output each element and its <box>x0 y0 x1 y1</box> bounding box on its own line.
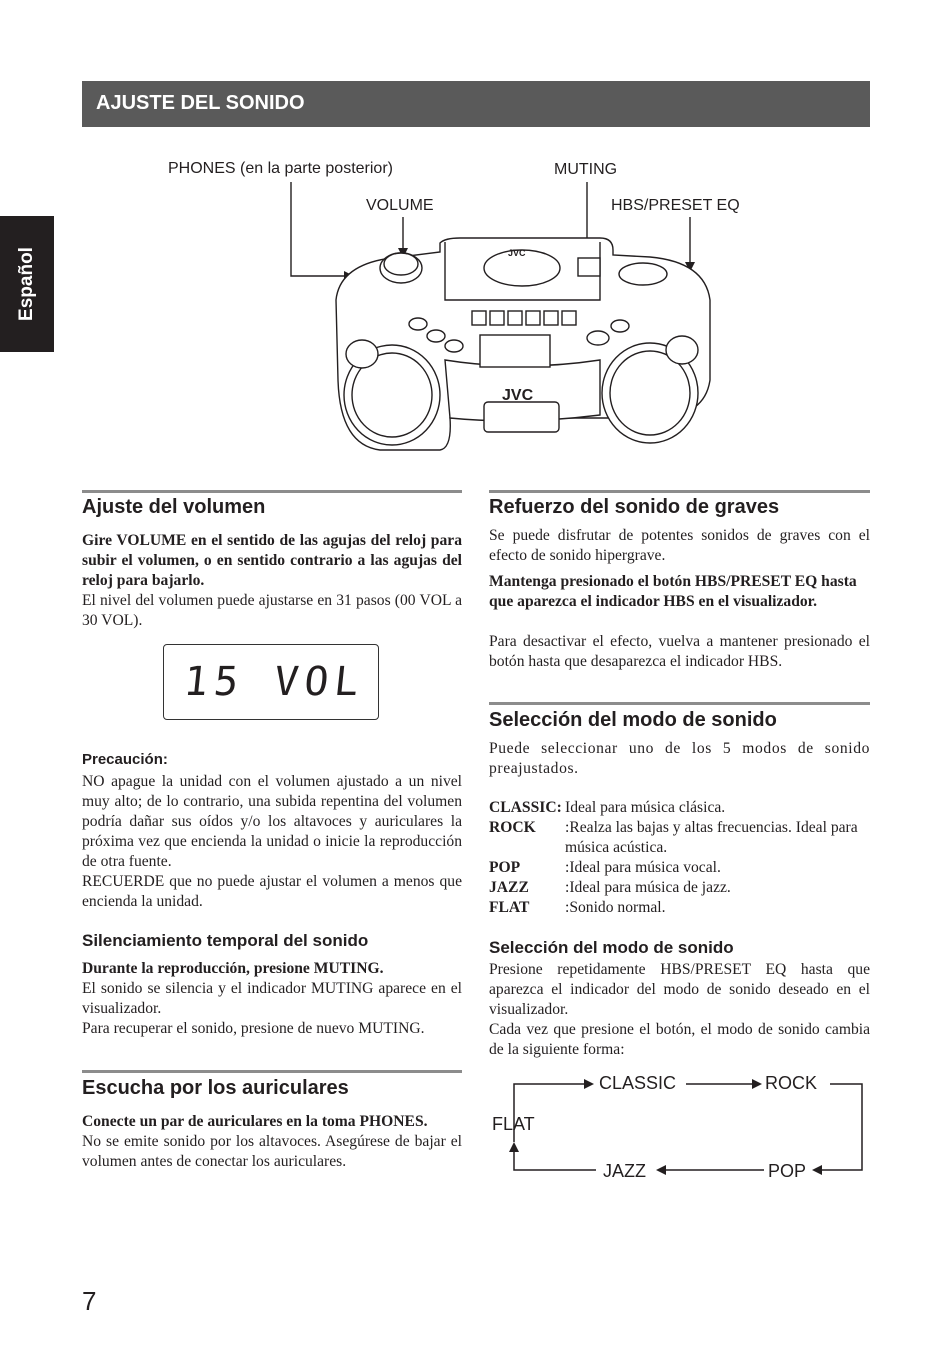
mode-name: JAZZ <box>489 879 529 896</box>
sound-mode-text: Presione repetidamente HBS/PRESET EQ hasta que aparezca el indicador del modo de sonido deseado en el visualizador. <box>489 961 870 1018</box>
flow-rock: ROCK <box>765 1073 818 1093</box>
mode-desc: :Ideal para música vocal. <box>565 859 721 876</box>
page-number: 7 <box>82 1286 97 1316</box>
sound-mode-intro: Puede seleccionar uno de los 5 modos de sonido preajustados. <box>489 740 870 777</box>
headphones-text: No se emite sonido por los altavoces. Asegúrese de bajar el volumen antes de conectar los auriculares. <box>82 1133 462 1170</box>
mode-desc: :Sonido normal. <box>565 899 666 916</box>
muting-label: MUTING <box>554 161 618 178</box>
flow-jazz: JAZZ <box>603 1161 646 1181</box>
volume-section-title: Ajuste del volumen <box>82 496 266 518</box>
volume-label: VOLUME <box>366 197 434 214</box>
volume-display-text: 15 VOL <box>181 659 367 705</box>
bass-instruction: Mantenga presionado el botón HBS/PRESET EQ hasta que aparezca el indicador HBS en el visualizador. <box>489 573 857 610</box>
flow-pop: POP <box>768 1161 807 1181</box>
hbs-preset-eq-label: HBS/PRESET EQ <box>611 197 740 214</box>
muting-section-title: Silenciamiento temporal del sonido <box>82 931 369 950</box>
muting-instruction: Durante la reproducción, presione MUTING. <box>82 960 384 977</box>
brand-front-text: JVC <box>502 387 534 404</box>
mode-desc: :Realza las bajas y altas frecuencias. Ideal para música acústica. <box>565 819 858 856</box>
flow-classic: CLASSIC <box>599 1073 677 1093</box>
flow-flat: FLAT <box>492 1114 535 1134</box>
sound-mode-sub-title: Selección del modo de sonido <box>489 938 734 957</box>
mode-name: POP <box>489 859 521 876</box>
caution-text: NO apague la unidad con el volumen ajustado a un nivel muy alto; de lo contrario, una subida repentina del volumen podría dañar sus oídos y/o los altavoces y auriculares la próxima vez que encienda la unidad o inicie la reproducción de otra fuente. <box>82 773 462 870</box>
volume-instruction: Gire VOLUME en el sentido de las agujas del reloj para subir el volumen, o en sentido contrario a las agujas del reloj para bajarlo. <box>82 532 462 589</box>
page-title: AJUSTE DEL SONIDO <box>96 92 305 114</box>
caution-title: Precaución: <box>82 751 168 768</box>
language-tab-label: Español <box>16 247 37 321</box>
phones-label: PHONES (en la parte posterior) <box>168 160 393 177</box>
headphones-section-title: Escucha por los auriculares <box>82 1077 349 1099</box>
bass-text: Se puede disfrutar de potentes sonidos de graves con el efecto de sonido hipergrave. <box>489 527 870 564</box>
mode-desc: Ideal para música clásica. <box>565 799 726 816</box>
mode-name: FLAT <box>489 899 530 916</box>
bass-section-title: Refuerzo del sonido de graves <box>489 496 780 518</box>
volume-text: El nivel del volumen puede ajustarse en 31 pasos (00 VOL a 30 VOL). <box>82 592 462 629</box>
mode-desc: :Ideal para música de jazz. <box>565 879 731 896</box>
sound-mode-cycle-text: Cada vez que presione el botón, el modo de sonido cambia de la siguiente forma: <box>489 1021 870 1058</box>
bass-off-text: Para desactivar el efecto, vuelva a mantener presionado el botón hasta que desaparezca el indicador HBS. <box>489 633 870 670</box>
muting-restore-text: Para recuperar el sonido, presione de nuevo MUTING. <box>82 1020 425 1037</box>
brand-top-text: JVC <box>508 248 526 258</box>
mode-name: CLASSIC: <box>489 799 562 816</box>
muting-text: El sonido se silencia y el indicador MUTING aparece en el visualizador. <box>82 980 462 1017</box>
mode-name: ROCK <box>489 819 536 836</box>
headphones-instruction: Conecte un par de auriculares en la toma PHONES. <box>82 1113 428 1130</box>
sound-mode-section-title: Selección del modo de sonido <box>489 709 777 731</box>
caution-reminder: RECUERDE que no puede ajustar el volumen a menos que encienda la unidad. <box>82 873 462 910</box>
